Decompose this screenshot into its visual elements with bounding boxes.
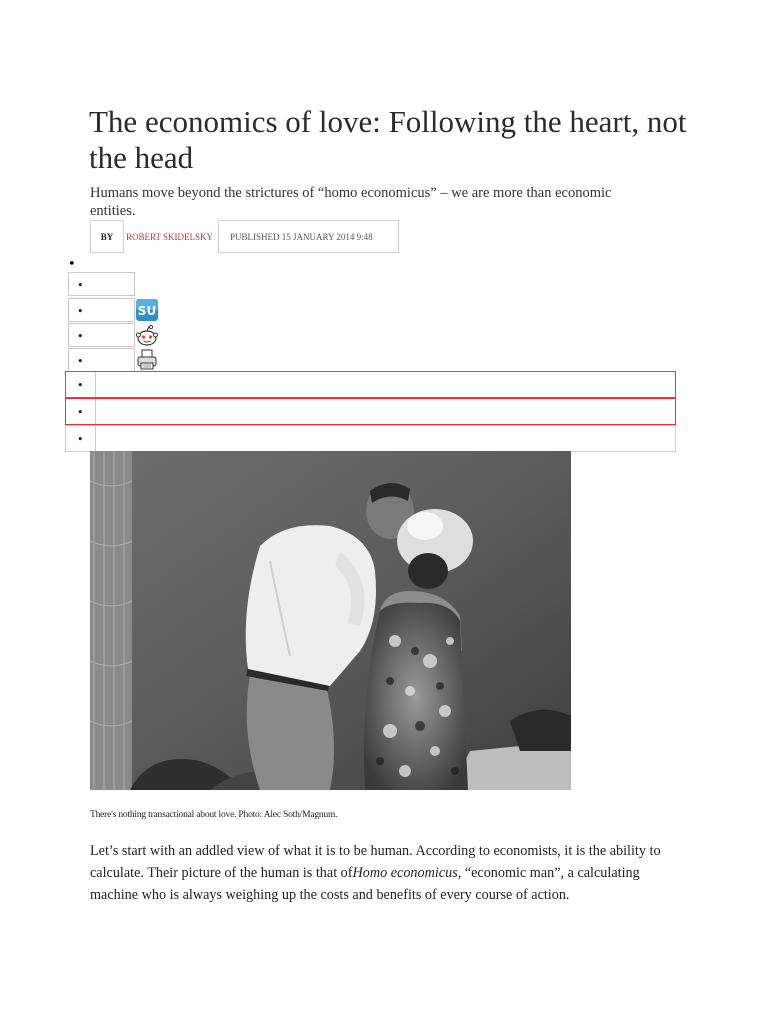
share-widget-cell [66,426,96,451]
share-widget-cell [66,399,96,424]
share-item-print[interactable] [68,348,135,372]
share-item-bullet: • [77,355,84,368]
photo-caption: There's nothing transactional about love. Photo: Alec Soth/Magnum. [90,810,338,820]
body-text-part-2: , “economic man”, a calculating machine who is always weighing up the costs and benefits of every course of action. [90,865,640,903]
article-body-paragraph [90,840,675,906]
stumbleupon-icon[interactable] [135,298,159,322]
author-link[interactable]: ROBERT SKIDELSKY [126,231,214,242]
share-item-stumbleupon[interactable] [68,298,135,322]
share-item-bullet: • [77,279,84,292]
reddit-icon[interactable] [135,324,159,348]
published-date: PUBLISHED 15 JANUARY 2014 9:48 [218,220,399,253]
svg-text:SU: SU [137,304,157,318]
share-widget-green[interactable] [65,371,676,398]
share-widget-yellow[interactable] [65,425,676,452]
print-icon[interactable] [135,348,159,372]
share-item-bullet: • [77,330,84,343]
share-item-bullet: • [77,379,84,392]
couple-kissing-photo [90,451,571,790]
share-item-bullet: • [77,305,84,318]
share-item-bullet: • [77,433,84,446]
article-standfirst: Humans move beyond the strictures of “homo economicus” – we are more than economic entities. [90,185,612,219]
body-text-emphasis: Homo economicus [352,865,458,881]
share-item-empty[interactable] [68,272,135,296]
byline [90,220,399,253]
article-photo [90,451,571,790]
share-list-bullet: • [68,257,76,272]
body-text-part-1: Let’s start with an addled view of what it is to be human. According to economists, it is the ability to calculate. Their picture of the human is that of [90,843,661,881]
article-headline: The economics of love: Following the heart, not the head [89,104,687,175]
share-widget-red[interactable] [65,398,676,425]
share-item-reddit[interactable] [68,323,135,347]
byline-by-label: BY [90,220,124,253]
share-widget-cell [66,372,96,397]
share-item-bullet: • [77,406,84,419]
